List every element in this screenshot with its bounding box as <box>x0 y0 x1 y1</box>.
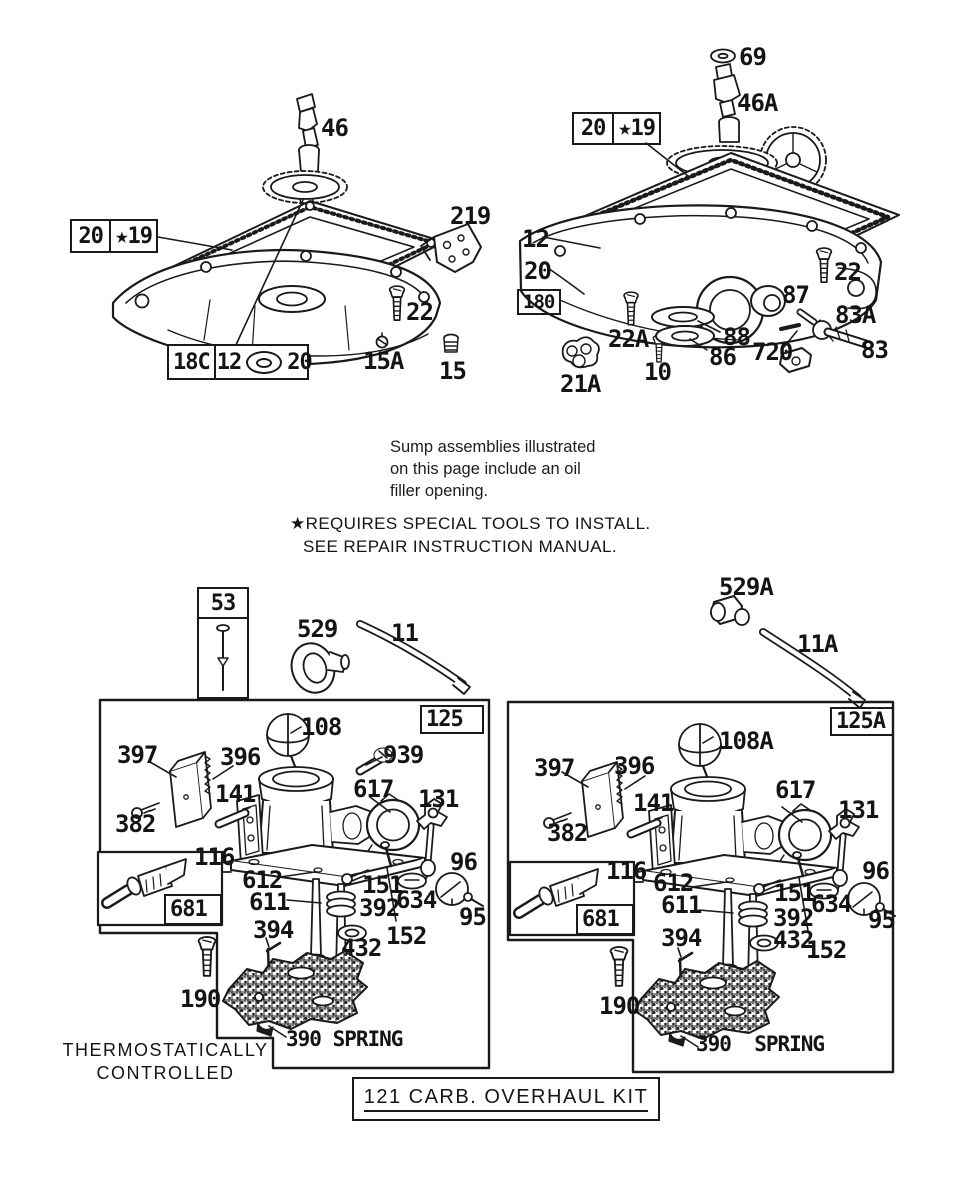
ref-box-left-sump-kit <box>167 344 312 380</box>
part-label-11: 11 <box>391 619 418 647</box>
part-label-617: 617 <box>775 776 816 804</box>
ref-box-needle-53 <box>197 587 249 699</box>
part-label-22: 22 <box>406 298 433 326</box>
part-label-382: 382 <box>115 810 156 838</box>
washer-icon <box>242 346 286 378</box>
part-label-131: 131 <box>418 785 459 813</box>
left-sump-art <box>113 94 481 364</box>
part-label-390-spring: 390 SPRING <box>286 1027 403 1051</box>
ref-cell: 20 <box>287 349 312 375</box>
overhaul-kit-label: 121 CARB. OVERHAUL KIT <box>364 1086 649 1112</box>
ref-box-overhaul-kit <box>352 1077 660 1121</box>
part-label-611: 611 <box>661 891 702 919</box>
part-label-390-spring: 390 SPRING <box>696 1032 825 1056</box>
needle-art-space <box>199 619 247 697</box>
ref-cell: 681 <box>170 897 207 922</box>
part-label-88: 88 <box>723 323 750 351</box>
part-label-108: 108 <box>301 713 342 741</box>
part-label-396: 396 <box>220 743 261 771</box>
special-tools-warning <box>290 512 651 558</box>
ref-cell: 180 <box>523 291 555 313</box>
ref-cell: 681 <box>582 907 619 932</box>
part-label-83: 83 <box>861 336 888 364</box>
part-label-394: 394 <box>253 916 294 944</box>
part-label-95: 95 <box>459 903 486 931</box>
thermo-line: CONTROLLED <box>96 1063 235 1083</box>
part-label-382: 382 <box>547 819 588 847</box>
sump-note-line: on this page include an oil <box>390 460 581 478</box>
part-label-432: 432 <box>341 934 382 962</box>
ref-box-681-left <box>164 894 222 925</box>
part-label-151: 151 <box>774 879 815 907</box>
part-label-634: 634 <box>396 886 437 914</box>
middle-parts-art <box>217 596 865 708</box>
right-sump-art <box>520 50 899 373</box>
part-label-397: 397 <box>117 741 158 769</box>
part-label-86: 86 <box>709 343 736 371</box>
part-label-190: 190 <box>599 992 640 1020</box>
ref-box-right-sump <box>572 112 661 145</box>
ref-box-681-right <box>576 904 634 935</box>
part-label-131: 131 <box>838 796 879 824</box>
ref-box-125 <box>420 705 484 734</box>
part-label-15: 15 <box>439 357 466 385</box>
warning-line: ★REQUIRES SPECIAL TOOLS TO INSTALL. <box>290 514 651 533</box>
part-label-141: 141 <box>633 789 674 817</box>
sump-note <box>390 436 595 502</box>
part-label-95: 95 <box>868 906 895 934</box>
sump-note-line: Sump assemblies illustrated <box>390 438 596 456</box>
part-label-87: 87 <box>782 281 809 309</box>
part-label-108a: 108A <box>719 727 773 755</box>
part-label-151: 151 <box>362 871 403 899</box>
part-label-612: 612 <box>242 866 283 894</box>
part-label-190: 190 <box>180 985 221 1013</box>
part-label-634: 634 <box>811 890 852 918</box>
thermo-line: THERMOSTATICALLY <box>62 1040 269 1060</box>
part-label-11a: 11A <box>797 630 838 658</box>
part-label-432: 432 <box>773 926 814 954</box>
part-label-10: 10 <box>644 358 671 386</box>
ref-cell: 125A <box>836 709 885 734</box>
ref-cell: ★19 <box>618 116 655 141</box>
left-carb-art <box>98 714 483 1037</box>
part-label-612: 612 <box>653 869 694 897</box>
part-label-15a: 15A <box>363 347 404 375</box>
part-label-397: 397 <box>534 754 575 782</box>
part-label-83a: 83A <box>835 301 876 329</box>
part-label-46: 46 <box>321 114 348 142</box>
sump-note-line: filler opening. <box>390 482 489 500</box>
part-label-392: 392 <box>773 904 814 932</box>
ref-box-left-sump <box>70 219 158 253</box>
part-label-96: 96 <box>862 857 889 885</box>
part-label-529a: 529A <box>719 573 773 601</box>
part-label-21a: 21A <box>560 370 601 398</box>
part-label-219: 219 <box>450 202 491 230</box>
part-label-141: 141 <box>215 780 256 808</box>
part-label-152: 152 <box>806 936 847 964</box>
ref-box-seal-180 <box>517 289 561 315</box>
part-label-22a: 22A <box>608 325 649 353</box>
warning-line: SEE REPAIR INSTRUCTION MANUAL. <box>303 537 617 556</box>
ref-cell: ★19 <box>115 223 152 249</box>
part-label-392: 392 <box>359 894 400 922</box>
part-label-152: 152 <box>386 922 427 950</box>
part-label-720: 720 <box>752 338 793 366</box>
ref-cell: 20 <box>72 221 111 251</box>
ref-cell: 18C <box>169 346 216 378</box>
ref-cell: 125 <box>426 707 463 732</box>
right-carb-art <box>510 724 895 1047</box>
part-label-22: 22 <box>834 258 861 286</box>
part-label-529: 529 <box>297 615 338 643</box>
ref-cell: 53 <box>199 589 247 619</box>
ref-box-125A <box>830 707 894 736</box>
ref-cell: 12 <box>216 349 242 375</box>
part-label-116: 116 <box>194 843 235 871</box>
part-label-611: 611 <box>249 888 290 916</box>
ref-cell: 20 <box>574 114 614 143</box>
part-label-617: 617 <box>353 775 394 803</box>
part-label-12: 12 <box>522 225 549 253</box>
part-label-939: 939 <box>383 741 424 769</box>
part-label-116: 116 <box>606 857 647 885</box>
part-label-396: 396 <box>614 752 655 780</box>
part-label-96: 96 <box>450 848 477 876</box>
part-label-46a: 46A <box>737 89 778 117</box>
thermostatically-controlled-label <box>58 1039 273 1085</box>
part-label-69: 69 <box>739 43 766 71</box>
part-label-394: 394 <box>661 924 702 952</box>
part-label-20: 20 <box>524 257 551 285</box>
